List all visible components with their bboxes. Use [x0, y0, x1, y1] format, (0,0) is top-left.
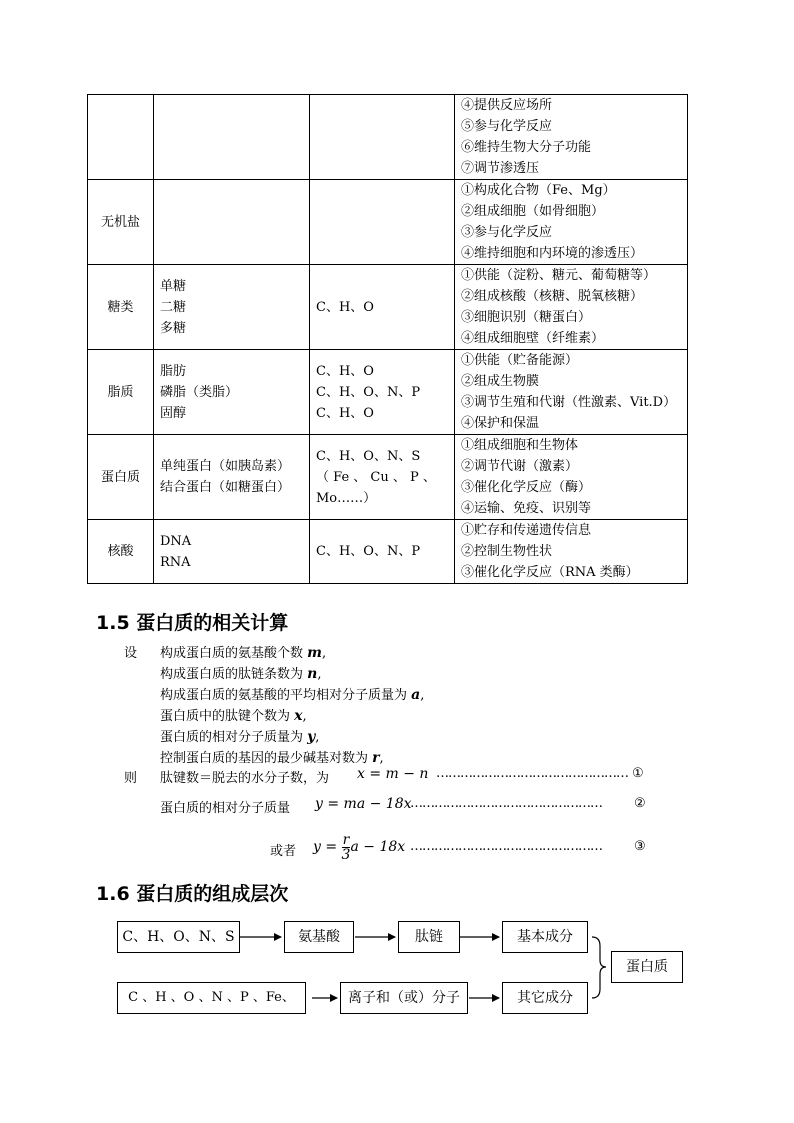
- function-cell-line: ①供能（淀粉、糖元、葡萄糖等）: [461, 268, 657, 283]
- function-cell-line: ④保护和保温: [461, 416, 540, 431]
- type-cell-line: RNA: [160, 554, 191, 570]
- eq1-mark: ①: [632, 766, 644, 781]
- flow-protein-box: 蛋白质: [611, 951, 683, 983]
- definition-variable: m: [307, 645, 322, 661]
- function-cell-line: ②调节代谢（激素）: [461, 459, 579, 474]
- definition-end: ,: [315, 730, 320, 745]
- type-cell-line: 脂肪: [160, 363, 187, 379]
- function-cell-line: ⑤参与化学反应: [461, 119, 553, 134]
- substance-name-cell: 核酸: [88, 520, 154, 584]
- definition-variable: x: [294, 708, 303, 724]
- function-cell-line: ③细胞识别（糖蛋白）: [461, 310, 592, 325]
- eq3-denominator: 3: [341, 846, 351, 863]
- function-cell-line: ④提供反应场所: [461, 98, 553, 113]
- type-cell-line: 多糖: [160, 320, 187, 336]
- type-cell-line: 固醇: [160, 405, 187, 421]
- function-cell-line: ②组成细胞（如骨细胞）: [461, 204, 605, 219]
- function-cell-line: ⑥维持生物大分子功能: [461, 140, 592, 155]
- eq2-formula: y = ma − 18x: [315, 796, 412, 812]
- type-cell-line: 结合蛋白（如糖蛋白）: [160, 480, 291, 495]
- eq1-text: 肽键数＝脱去的水分子数，为: [160, 771, 330, 786]
- element-cell-line: C、H、O、N、P: [316, 544, 421, 559]
- definition-variable: y: [307, 729, 316, 745]
- eq1-formula: x = m − n: [357, 766, 429, 782]
- function-cell-line: ③调节生殖和代谢（性激素、Vit.D）: [461, 395, 677, 410]
- element-cell-line: （ Fe 、 Cu 、 P 、: [316, 469, 436, 485]
- eq3-lhs: y =: [313, 839, 338, 855]
- element-cell-line: C、H、O、N、P: [316, 384, 421, 400]
- substance-name-cell: 脂质: [88, 350, 154, 435]
- eq3-rest: a − 18x: [350, 839, 406, 855]
- flow-peptide-chain-box: 肽链: [398, 921, 460, 953]
- eq3-numerator: r: [342, 831, 350, 848]
- definition-text: 构成蛋白质的肽链条数为: [160, 667, 308, 682]
- function-cell-line: ①组成细胞和生物体: [461, 438, 579, 453]
- substance-name-cell: 糖类: [88, 265, 154, 350]
- brace: [592, 937, 606, 998]
- type-cell-line: DNA: [160, 533, 192, 549]
- function-cell-line: ①贮存和传递遗传信息: [461, 523, 592, 538]
- eq2-leader: …………………………………………: [410, 796, 602, 811]
- function-cell-line: ①构成化合物（Fe、Mg）: [461, 183, 616, 198]
- substance-name-cell: 蛋白质: [88, 435, 154, 520]
- element-cell-line: Mo……）: [316, 490, 377, 506]
- definition-end: ,: [317, 667, 322, 682]
- definition-text: 蛋白质中的肽键个数为: [160, 709, 295, 724]
- eq3-mark: ③: [634, 839, 646, 854]
- element-cell-line: C、H、O: [316, 299, 374, 315]
- function-cell-line: ④维持细胞和内环境的渗透压）: [461, 246, 644, 261]
- flow-ions-molecules-box: 离子和（或）分子: [340, 982, 468, 1014]
- element-cell-line: C、H、O、N、S: [316, 448, 421, 464]
- substance-name-cell: 无机盐: [88, 180, 154, 265]
- type-cell-line: 二糖: [160, 299, 187, 315]
- element-cell-line: C、H、O: [316, 405, 374, 421]
- flow-basic-component-box: 基本成分: [502, 921, 588, 953]
- definition-text: 构成蛋白质的氨基酸的平均相对分子质量为: [160, 688, 412, 703]
- eq1-leader: …………………………………………: [436, 766, 628, 781]
- eq2-text: 蛋白质的相对分子质量: [160, 801, 291, 816]
- definition-text: 构成蛋白质的氨基酸个数: [160, 646, 308, 661]
- flow-elements2-box: C 、H 、O 、N 、P 、Fe、: [117, 982, 306, 1014]
- function-cell-line: ③催化化学反应（酶）: [461, 480, 592, 495]
- definition-end: ,: [420, 688, 425, 703]
- eq3-leader: …………………………………………: [410, 839, 602, 854]
- function-cell-line: ①供能（贮备能源）: [461, 353, 579, 368]
- eq3-text: 或者: [270, 844, 297, 859]
- element-cell-line: C、H、O: [316, 363, 374, 379]
- section-1-6-title: 1.6 蛋白质的组成层次: [96, 883, 289, 905]
- let-label: 设: [124, 646, 138, 661]
- function-cell-line: ③参与化学反应: [461, 225, 553, 240]
- flow-amino-acid-box: 氨基酸: [284, 921, 354, 953]
- definition-text: 控制蛋白质的基因的最少碱基对数为: [160, 751, 373, 766]
- definition-end: ,: [321, 646, 327, 661]
- definition-variable: n: [307, 666, 318, 682]
- then-label: 则: [124, 771, 138, 786]
- definition-variable: a: [411, 687, 421, 703]
- definition-text: 蛋白质的相对分子质量为: [160, 730, 308, 745]
- function-cell-line: ④运输、免疫、识别等: [461, 501, 592, 516]
- type-cell-line: 磷脂（类脂）: [160, 384, 239, 400]
- type-cell-line: 单糖: [160, 278, 187, 294]
- function-cell-line: ④组成细胞壁（纤维素）: [461, 331, 605, 346]
- section-1-5-title: 1.5 蛋白质的相关计算: [96, 612, 289, 634]
- definition-end: ,: [379, 751, 384, 766]
- definition-end: ,: [302, 709, 307, 724]
- function-cell-line: ②组成核酸（核糖、脱氧核糖）: [461, 289, 644, 304]
- flow-elements-box: C、H、O、N、S: [117, 921, 240, 953]
- function-cell-line: ⑦调节渗透压: [461, 161, 540, 176]
- function-cell-line: ②控制生物性状: [461, 544, 553, 559]
- flow-other-component-box: 其它成分: [502, 982, 588, 1014]
- eq2-mark: ②: [634, 796, 646, 811]
- function-cell-line: ③催化化学反应（RNA 类酶）: [461, 565, 639, 580]
- type-cell-line: 单纯蛋白（如胰岛素）: [160, 459, 291, 474]
- definition-variable: r: [372, 750, 380, 766]
- function-cell-line: ②组成生物膜: [461, 374, 540, 389]
